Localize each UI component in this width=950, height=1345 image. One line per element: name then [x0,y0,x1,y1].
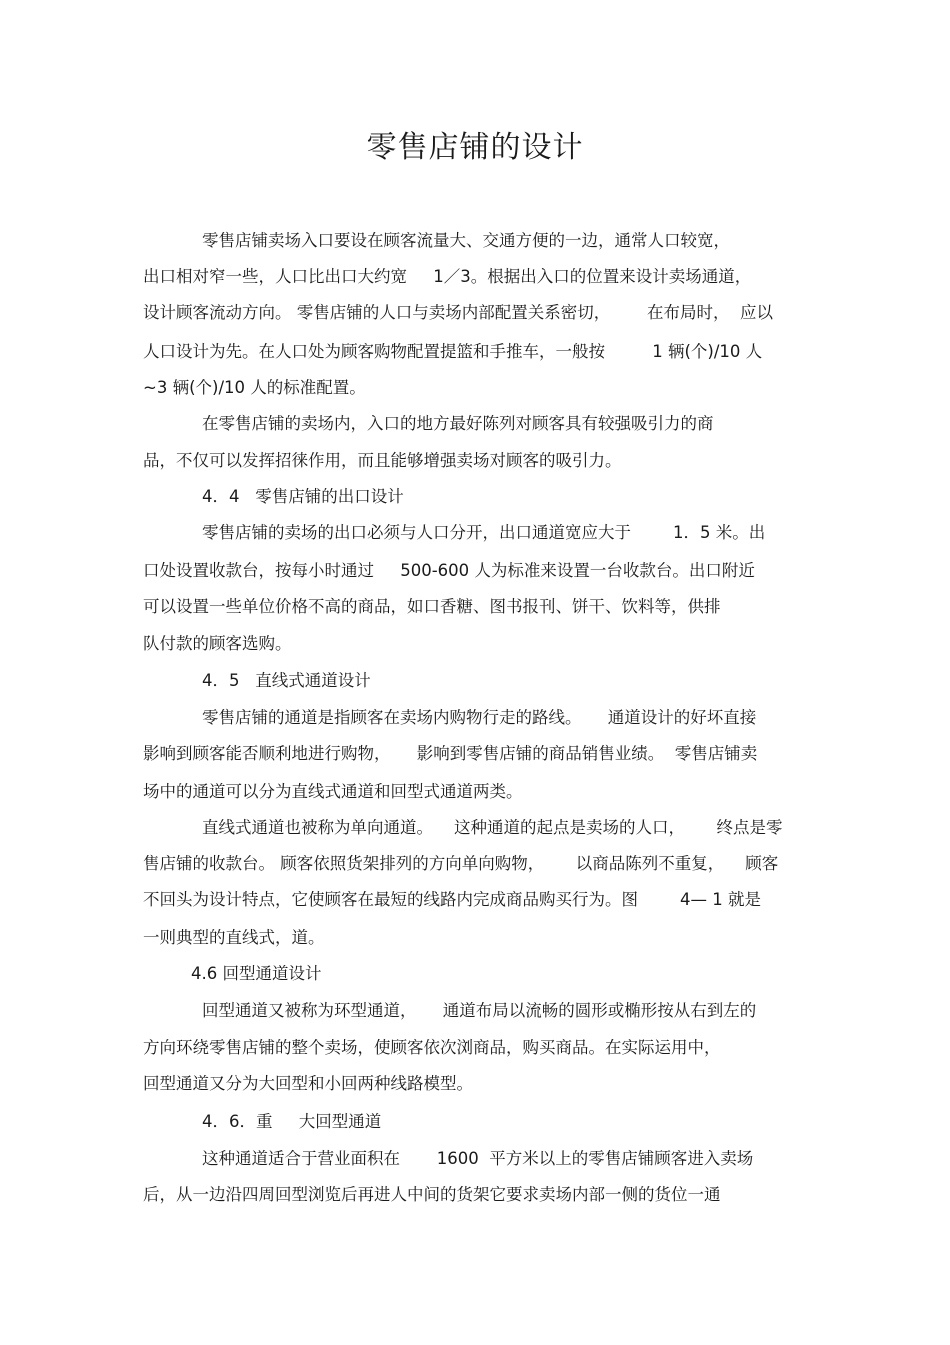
section-heading: 4．5 直线式通道设计 [202,671,371,690]
section-heading: 4．6．重 大回型通道 [202,1112,382,1131]
text-line: 零售店铺的通道是指顾客在卖场内购物行走的路线。 通道设计的好坏直接 [202,708,757,727]
text-line: 这种通道适合于营业面积在 1600 平方米以上的零售店铺顾客进入卖场 [202,1149,754,1168]
section-heading: 4.6 回型通道设计 [191,964,322,983]
page-title: 零售店铺的设计 [366,130,584,165]
text-line: 在零售店铺的卖场内，入口的地方最好陈列对顾客具有较强吸引力的商 [202,414,714,433]
text-line: 可以设置一些单位价格不高的商品，如口香糖、图书报刊、饼干、饮料等，供排 [143,597,721,616]
text-line: 人口设计为先。在人口处为顾客购物配置提篮和手推车，一般按 1 辆(个)/10 人 [143,342,763,361]
text-line: 影响到顾客能否顺利地进行购物， 影响到零售店铺的商品销售业绩。 零售店铺卖 [143,744,758,763]
text-line: 零售店铺的卖场的出口必须与人口分开，出口通道宽应大于 1．5 米。出 [202,523,766,542]
text-line: 售店铺的收款台。 顾客依照货架排列的方向单向购物， 以商品陈列不重复， 顾客 [143,854,779,873]
text-line: 设计顾客流动方向。 零售店铺的人口与卖场内部配置关系密切， 在布局时， 应以 [143,303,773,322]
section-heading: 4．4 零售店铺的出口设计 [202,487,404,506]
text-line: 方向环绕零售店铺的整个卖场，使顾客依次浏商品，购买商品。在实际运用中， [143,1038,721,1057]
text-line: 口处设置收款台，按每小时通过 500-600 人为标准来设置一台收款台。出口附近 [143,561,755,580]
text-line: 零售店铺卖场入口要设在顾客流量大、交通方便的一边，通常人口较宽， [202,231,730,250]
text-line: 后，从一边沿四周回型浏览后再进人中间的货架它要求卖场内部一侧的货位一通 [143,1185,721,1204]
text-line: ~3 辆(个)/10 人的标准配置。 [143,378,366,397]
text-line: 品，不仅可以发挥招徕作用，而且能够增强卖场对顾客的吸引力。 [143,451,622,470]
text-line: 直线式通道也被称为单向通道。 这种通道的起点是卖场的人口， 终点是零 [202,818,783,837]
text-line: 一则典型的直线式，道。 [143,928,325,947]
text-line: 回型通道又分为大回型和小回两种线路模型。 [143,1074,473,1093]
text-line: 不回头为设计特点，它使顾客在最短的线路内完成商品购买行为。图 4— 1 就是 [143,890,761,909]
text-line: 出口相对窄一些，人口比出口大约宽 1／3。根据出入口的位置来设计卖场通道， [143,267,752,286]
text-line: 场中的通道可以分为直线式通道和回型式通道两类。 [143,782,523,801]
text-line: 回型通道又被称为环型通道， 通道布局以流畅的圆形或椭形按从右到左的 [202,1001,757,1020]
text-line: 队付款的顾客选购。 [143,634,292,653]
